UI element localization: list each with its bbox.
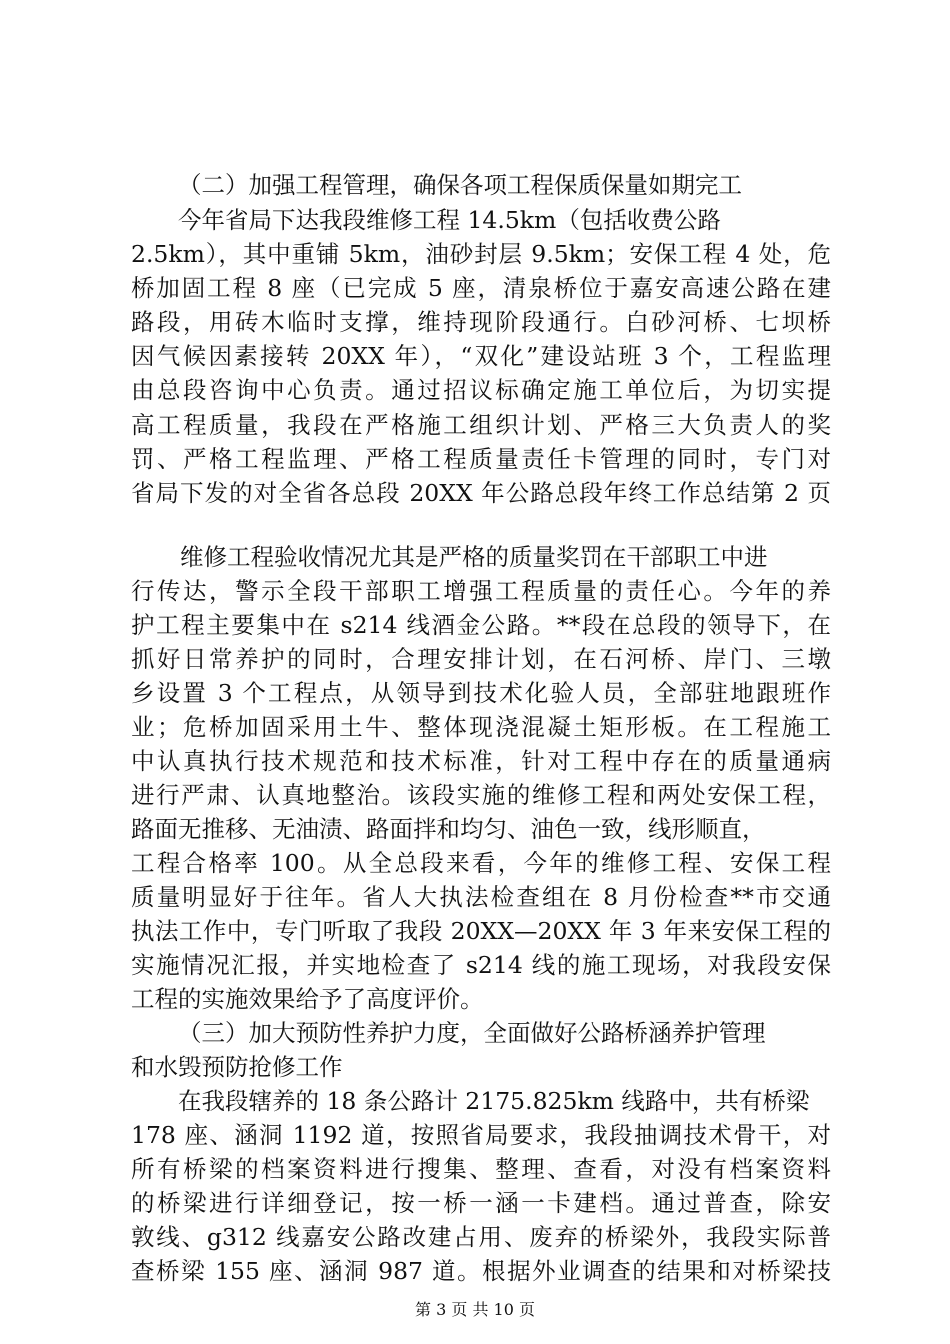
- paragraph-line: 实施情况汇报，并实地检查了 s214 线的施工现场，对我段安保: [131, 951, 831, 979]
- paragraph-line: 乡设置 3 个工程点，从领导到技术化验人员，全部驻地跟班作: [131, 679, 831, 707]
- paragraph-line: 省局下发的对全省各总段 20XX 年公路总段年终工作总结第 2 页: [131, 479, 831, 507]
- paragraph-line: 罚、严格工程监理、严格工程质量责任卡管理的同时，专门对: [131, 445, 831, 473]
- paragraph-line: 桥加固工程 8 座（已完成 5 座，清泉桥位于嘉安高速公路在建: [131, 274, 831, 302]
- paragraph-line: 质量明显好于往年。省人大执法检查组在 8 月份检查**市交通: [131, 883, 831, 911]
- paragraph-line: 执法工作中，专门听取了我段 20XX—20XX 年 3 年来安保工程的: [131, 917, 831, 945]
- paragraph-line: 因气候因素接转 20XX 年），“双化”建设站班 3 个，工程监理: [131, 342, 831, 370]
- paragraph-line: 178 座、涵洞 1192 道，按照省局要求，我段抽调技术骨干，对: [131, 1121, 831, 1149]
- paragraph-line: 敦线、g312 线嘉安公路改建占用、废弃的桥梁外，我段实际普: [131, 1223, 831, 1251]
- paragraph-line: 业；危桥加固采用土牛、整体现浇混凝土矩形板。在工程施工: [131, 713, 831, 741]
- paragraph-line: 行传达，警示全段干部职工增强工程质量的责任心。今年的养: [131, 577, 831, 605]
- section-heading-3-cont: 和水毁预防抢修工作: [131, 1053, 343, 1081]
- paragraph-line: 查桥梁 155 座、涵洞 987 道。根据外业调查的结果和对桥梁技: [131, 1257, 831, 1285]
- paragraph-line: 抓好日常养护的同时，合理安排计划，在石河桥、岸门、三墩: [131, 645, 831, 673]
- paragraph-line: 中认真执行技术规范和技术标准，针对工程中存在的质量通病: [131, 747, 831, 775]
- paragraph-line: 的桥梁进行详细登记，按一桥一涵一卡建档。通过普查，除安: [131, 1189, 831, 1217]
- paragraph-line: 由总段咨询中心负责。通过招议标确定施工单位后，为切实提: [131, 376, 831, 404]
- paragraph-line: 维修工程验收情况尤其是严格的质量奖罚在干部职工中进: [180, 543, 768, 571]
- paragraph-line: 工程的实施效果给予了高度评价。: [131, 985, 484, 1013]
- paragraph-line: 所有桥梁的档案资料进行搜集、整理、查看，对没有档案资料: [131, 1155, 831, 1183]
- paragraph-line: 高工程质量，我段在严格施工组织计划、严格三大负责人的奖: [131, 411, 831, 439]
- paragraph-line: 护工程主要集中在 s214 线酒金公路。**段在总段的领导下，在: [131, 611, 831, 639]
- paragraph-line: 2.5km），其中重铺 5km，油砂封层 9.5km；安保工程 4 处，危: [131, 240, 831, 268]
- paragraph-line: 今年省局下达我段维修工程 14.5km（包括收费公路: [178, 206, 721, 234]
- section-heading-2: （二）加强工程管理，确保各项工程保质保量如期完工: [178, 171, 742, 199]
- section-heading-3: （三）加大预防性养护力度，全面做好公路桥涵养护管理: [178, 1019, 766, 1047]
- paragraph-line: 工程合格率 100。从全总段来看，今年的维修工程、安保工程: [131, 849, 831, 877]
- paragraph-line: 路面无推移、无油渍、路面拌和均匀、油色一致，线形顺直，: [131, 815, 766, 843]
- page-footer: 第 3 页 共 10 页: [415, 1300, 535, 1319]
- paragraph-line: 进行严肃、认真地整治。该段实施的维修工程和两处安保工程，: [131, 781, 831, 809]
- paragraph-line: 在我段辖养的 18 条公路计 2175.825km 线路中，共有桥梁: [178, 1087, 810, 1115]
- paragraph-line: 路段，用砖木临时支撑，维持现阶段通行。白砂河桥、七坝桥: [131, 308, 831, 336]
